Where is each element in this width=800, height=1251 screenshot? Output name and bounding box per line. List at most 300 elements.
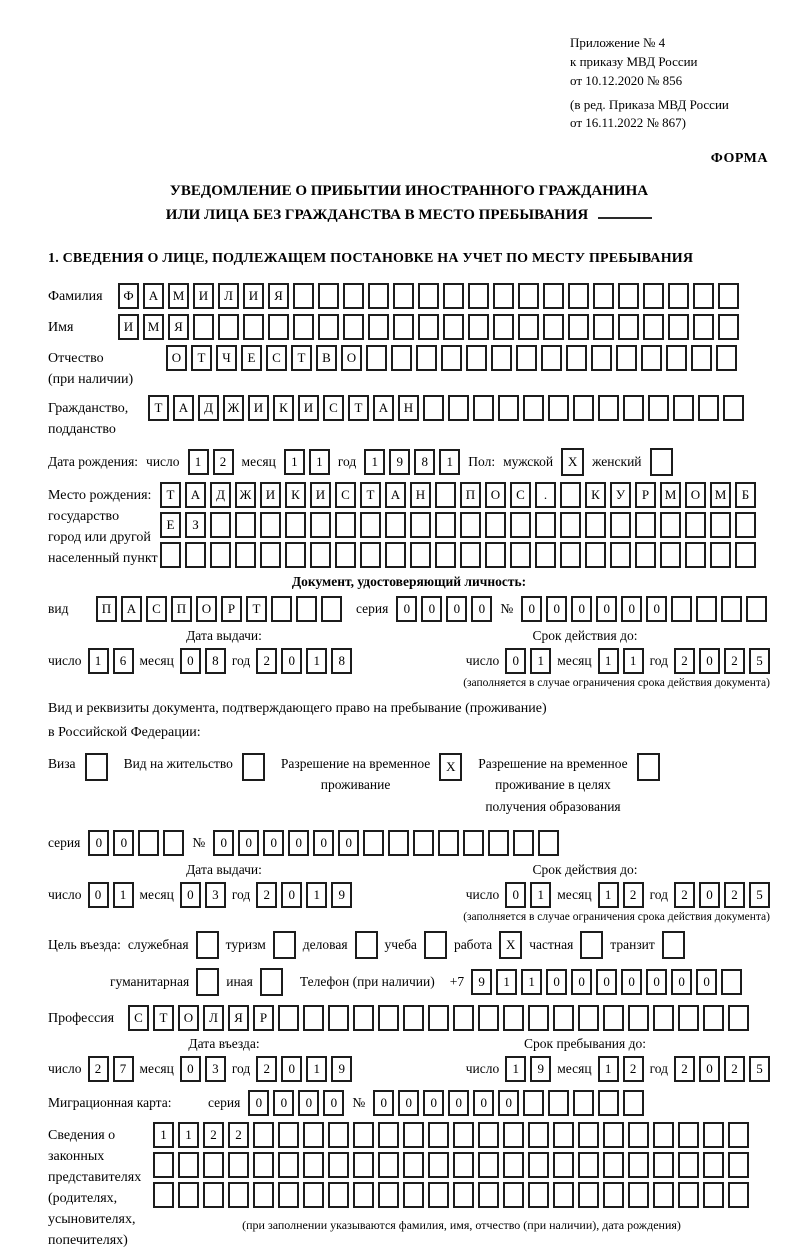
- char-cell[interactable]: [393, 314, 414, 340]
- char-cell[interactable]: [335, 512, 356, 538]
- char-cell[interactable]: Я: [268, 283, 289, 309]
- char-cell[interactable]: И: [193, 283, 214, 309]
- char-cell[interactable]: [278, 1122, 299, 1148]
- char-cell[interactable]: [343, 314, 364, 340]
- char-cell[interactable]: [703, 1152, 724, 1178]
- char-cell[interactable]: И: [248, 395, 269, 421]
- char-cell[interactable]: [453, 1152, 474, 1178]
- char-cell[interactable]: 2: [724, 648, 745, 674]
- char-cell[interactable]: [643, 283, 664, 309]
- char-cell[interactable]: О: [341, 345, 362, 371]
- char-cell[interactable]: [403, 1182, 424, 1208]
- char-cell[interactable]: 0: [313, 830, 334, 856]
- char-cell[interactable]: В: [316, 345, 337, 371]
- char-cell[interactable]: И: [310, 482, 331, 508]
- char-cell[interactable]: [448, 395, 469, 421]
- char-cell[interactable]: 1: [598, 1056, 619, 1082]
- char-cell[interactable]: [548, 395, 569, 421]
- char-cell[interactable]: Р: [253, 1005, 274, 1031]
- char-cell[interactable]: [603, 1122, 624, 1148]
- char-cell[interactable]: [335, 542, 356, 568]
- purpose-business-checkbox[interactable]: [355, 931, 378, 959]
- char-cell[interactable]: П: [171, 596, 192, 622]
- char-cell[interactable]: [610, 512, 631, 538]
- char-cell[interactable]: [210, 542, 231, 568]
- char-cell[interactable]: 6: [113, 648, 134, 674]
- char-cell[interactable]: [553, 1152, 574, 1178]
- char-cell[interactable]: [178, 1182, 199, 1208]
- char-cell[interactable]: [513, 830, 534, 856]
- char-cell[interactable]: 2: [724, 882, 745, 908]
- char-cell[interactable]: [660, 542, 681, 568]
- char-cell[interactable]: [485, 512, 506, 538]
- char-cell[interactable]: [328, 1005, 349, 1031]
- char-cell[interactable]: 0: [88, 830, 109, 856]
- char-cell[interactable]: 0: [571, 596, 592, 622]
- char-cell[interactable]: 0: [696, 969, 717, 995]
- char-cell[interactable]: .: [535, 482, 556, 508]
- char-cell[interactable]: [493, 314, 514, 340]
- char-cell[interactable]: [723, 395, 744, 421]
- char-cell[interactable]: [243, 314, 264, 340]
- char-cell[interactable]: [603, 1152, 624, 1178]
- char-cell[interactable]: О: [685, 482, 706, 508]
- char-cell[interactable]: Т: [191, 345, 212, 371]
- char-cell[interactable]: Т: [291, 345, 312, 371]
- char-cell[interactable]: О: [485, 482, 506, 508]
- char-cell[interactable]: [228, 1182, 249, 1208]
- char-cell[interactable]: Р: [635, 482, 656, 508]
- char-cell[interactable]: [685, 542, 706, 568]
- char-cell[interactable]: [516, 345, 537, 371]
- char-cell[interactable]: [618, 283, 639, 309]
- char-cell[interactable]: 1: [521, 969, 542, 995]
- char-cell[interactable]: [360, 512, 381, 538]
- char-cell[interactable]: [285, 512, 306, 538]
- char-cell[interactable]: [416, 345, 437, 371]
- char-cell[interactable]: 0: [398, 1090, 419, 1116]
- char-cell[interactable]: [403, 1005, 424, 1031]
- char-cell[interactable]: 9: [530, 1056, 551, 1082]
- char-cell[interactable]: [603, 1182, 624, 1208]
- char-cell[interactable]: Л: [203, 1005, 224, 1031]
- char-cell[interactable]: [460, 542, 481, 568]
- char-cell[interactable]: 1: [306, 882, 327, 908]
- char-cell[interactable]: [260, 968, 283, 996]
- char-cell[interactable]: [228, 1152, 249, 1178]
- char-cell[interactable]: 2: [724, 1056, 745, 1082]
- char-cell[interactable]: 1: [88, 648, 109, 674]
- char-cell[interactable]: [310, 542, 331, 568]
- char-cell[interactable]: [673, 395, 694, 421]
- char-cell[interactable]: 0: [571, 969, 592, 995]
- char-cell[interactable]: 0: [281, 1056, 302, 1082]
- char-cell[interactable]: [296, 596, 317, 622]
- char-cell[interactable]: А: [143, 283, 164, 309]
- char-cell[interactable]: [678, 1182, 699, 1208]
- char-cell[interactable]: [163, 830, 184, 856]
- char-cell[interactable]: 1: [505, 1056, 526, 1082]
- char-cell[interactable]: И: [243, 283, 264, 309]
- char-cell[interactable]: Я: [228, 1005, 249, 1031]
- char-cell[interactable]: [728, 1152, 749, 1178]
- char-cell[interactable]: 0: [421, 596, 442, 622]
- char-cell[interactable]: [623, 1090, 644, 1116]
- char-cell[interactable]: [746, 596, 767, 622]
- char-cell[interactable]: К: [285, 482, 306, 508]
- visa-checkbox[interactable]: [85, 753, 108, 781]
- char-cell[interactable]: [585, 512, 606, 538]
- char-cell[interactable]: 1: [284, 449, 305, 475]
- char-cell[interactable]: 0: [671, 969, 692, 995]
- char-cell[interactable]: Н: [410, 482, 431, 508]
- char-cell[interactable]: [453, 1182, 474, 1208]
- char-cell[interactable]: [260, 542, 281, 568]
- char-cell[interactable]: [528, 1182, 549, 1208]
- char-cell[interactable]: [518, 314, 539, 340]
- char-cell[interactable]: [721, 969, 742, 995]
- char-cell[interactable]: 0: [699, 1056, 720, 1082]
- char-cell[interactable]: [580, 931, 603, 959]
- char-cell[interactable]: [328, 1182, 349, 1208]
- char-cell[interactable]: [196, 931, 219, 959]
- char-cell[interactable]: А: [385, 482, 406, 508]
- char-cell[interactable]: [703, 1182, 724, 1208]
- char-cell[interactable]: И: [298, 395, 319, 421]
- char-cell[interactable]: Т: [153, 1005, 174, 1031]
- char-cell[interactable]: [666, 345, 687, 371]
- char-cell[interactable]: X: [439, 753, 462, 781]
- purpose-tourism-checkbox[interactable]: [273, 931, 296, 959]
- char-cell[interactable]: 1: [364, 449, 385, 475]
- char-cell[interactable]: А: [373, 395, 394, 421]
- char-cell[interactable]: 0: [288, 830, 309, 856]
- char-cell[interactable]: [671, 596, 692, 622]
- char-cell[interactable]: О: [178, 1005, 199, 1031]
- char-cell[interactable]: 0: [273, 1090, 294, 1116]
- char-cell[interactable]: [468, 283, 489, 309]
- char-cell[interactable]: [653, 1005, 674, 1031]
- char-cell[interactable]: [428, 1005, 449, 1031]
- char-cell[interactable]: [616, 345, 637, 371]
- char-cell[interactable]: [153, 1182, 174, 1208]
- char-cell[interactable]: [453, 1122, 474, 1148]
- char-cell[interactable]: 1: [178, 1122, 199, 1148]
- char-cell[interactable]: [628, 1152, 649, 1178]
- char-cell[interactable]: 0: [699, 648, 720, 674]
- char-cell[interactable]: 1: [496, 969, 517, 995]
- char-cell[interactable]: 5: [749, 648, 770, 674]
- purpose-work-checkbox[interactable]: [499, 931, 522, 959]
- char-cell[interactable]: [153, 1152, 174, 1178]
- purpose-other-checkbox[interactable]: [260, 968, 283, 996]
- char-cell[interactable]: [473, 395, 494, 421]
- char-cell[interactable]: [510, 542, 531, 568]
- char-cell[interactable]: [413, 830, 434, 856]
- char-cell[interactable]: Е: [241, 345, 262, 371]
- char-cell[interactable]: [242, 753, 265, 781]
- char-cell[interactable]: М: [710, 482, 731, 508]
- temp-residence-edu-checkbox[interactable]: [637, 753, 660, 781]
- char-cell[interactable]: 0: [180, 648, 201, 674]
- char-cell[interactable]: [650, 448, 673, 476]
- char-cell[interactable]: 5: [749, 882, 770, 908]
- char-cell[interactable]: [523, 1090, 544, 1116]
- char-cell[interactable]: [503, 1152, 524, 1178]
- char-cell[interactable]: 1: [623, 648, 644, 674]
- char-cell[interactable]: [548, 1090, 569, 1116]
- char-cell[interactable]: 0: [646, 969, 667, 995]
- char-cell[interactable]: 0: [338, 830, 359, 856]
- char-cell[interactable]: [553, 1005, 574, 1031]
- char-cell[interactable]: 0: [323, 1090, 344, 1116]
- char-cell[interactable]: [618, 314, 639, 340]
- char-cell[interactable]: [635, 542, 656, 568]
- char-cell[interactable]: [378, 1005, 399, 1031]
- char-cell[interactable]: [443, 283, 464, 309]
- char-cell[interactable]: [253, 1182, 274, 1208]
- char-cell[interactable]: 0: [505, 882, 526, 908]
- char-cell[interactable]: [568, 314, 589, 340]
- char-cell[interactable]: [493, 283, 514, 309]
- char-cell[interactable]: [378, 1122, 399, 1148]
- char-cell[interactable]: 0: [180, 882, 201, 908]
- char-cell[interactable]: 9: [331, 1056, 352, 1082]
- char-cell[interactable]: [260, 512, 281, 538]
- char-cell[interactable]: [428, 1152, 449, 1178]
- male-sex-checkbox[interactable]: [561, 448, 584, 476]
- char-cell[interactable]: [628, 1182, 649, 1208]
- char-cell[interactable]: 1: [153, 1122, 174, 1148]
- char-cell[interactable]: 0: [213, 830, 234, 856]
- char-cell[interactable]: [678, 1122, 699, 1148]
- char-cell[interactable]: 0: [423, 1090, 444, 1116]
- char-cell[interactable]: А: [173, 395, 194, 421]
- char-cell[interactable]: 3: [205, 1056, 226, 1082]
- char-cell[interactable]: У: [610, 482, 631, 508]
- char-cell[interactable]: [438, 830, 459, 856]
- char-cell[interactable]: 0: [621, 969, 642, 995]
- char-cell[interactable]: [443, 314, 464, 340]
- char-cell[interactable]: [466, 345, 487, 371]
- char-cell[interactable]: [318, 314, 339, 340]
- char-cell[interactable]: [353, 1182, 374, 1208]
- char-cell[interactable]: [541, 345, 562, 371]
- char-cell[interactable]: 1: [309, 449, 330, 475]
- char-cell[interactable]: С: [266, 345, 287, 371]
- char-cell[interactable]: [253, 1152, 274, 1178]
- char-cell[interactable]: [535, 512, 556, 538]
- char-cell[interactable]: 2: [623, 882, 644, 908]
- char-cell[interactable]: Е: [160, 512, 181, 538]
- char-cell[interactable]: [603, 1005, 624, 1031]
- char-cell[interactable]: З: [185, 512, 206, 538]
- char-cell[interactable]: [193, 314, 214, 340]
- char-cell[interactable]: 9: [331, 882, 352, 908]
- char-cell[interactable]: [303, 1122, 324, 1148]
- char-cell[interactable]: К: [273, 395, 294, 421]
- temp-residence-checkbox[interactable]: [439, 753, 462, 781]
- char-cell[interactable]: [385, 542, 406, 568]
- char-cell[interactable]: [293, 314, 314, 340]
- char-cell[interactable]: И: [118, 314, 139, 340]
- char-cell[interactable]: [278, 1005, 299, 1031]
- char-cell[interactable]: [668, 283, 689, 309]
- char-cell[interactable]: [560, 482, 581, 508]
- char-cell[interactable]: 0: [248, 1090, 269, 1116]
- char-cell[interactable]: [418, 283, 439, 309]
- char-cell[interactable]: 1: [598, 648, 619, 674]
- char-cell[interactable]: [368, 314, 389, 340]
- char-cell[interactable]: К: [585, 482, 606, 508]
- char-cell[interactable]: [478, 1152, 499, 1178]
- char-cell[interactable]: [710, 512, 731, 538]
- char-cell[interactable]: [578, 1122, 599, 1148]
- char-cell[interactable]: [535, 542, 556, 568]
- char-cell[interactable]: [268, 314, 289, 340]
- char-cell[interactable]: [573, 395, 594, 421]
- char-cell[interactable]: [478, 1182, 499, 1208]
- char-cell[interactable]: [360, 542, 381, 568]
- char-cell[interactable]: Д: [198, 395, 219, 421]
- char-cell[interactable]: [328, 1122, 349, 1148]
- char-cell[interactable]: [403, 1152, 424, 1178]
- char-cell[interactable]: [578, 1152, 599, 1178]
- char-cell[interactable]: [85, 753, 108, 781]
- char-cell[interactable]: [538, 830, 559, 856]
- char-cell[interactable]: [578, 1005, 599, 1031]
- char-cell[interactable]: [388, 830, 409, 856]
- char-cell[interactable]: [653, 1182, 674, 1208]
- char-cell[interactable]: [441, 345, 462, 371]
- char-cell[interactable]: 3: [205, 882, 226, 908]
- char-cell[interactable]: П: [96, 596, 117, 622]
- char-cell[interactable]: 9: [471, 969, 492, 995]
- char-cell[interactable]: [428, 1182, 449, 1208]
- char-cell[interactable]: [503, 1122, 524, 1148]
- char-cell[interactable]: [385, 512, 406, 538]
- char-cell[interactable]: 0: [88, 882, 109, 908]
- char-cell[interactable]: [328, 1152, 349, 1178]
- char-cell[interactable]: 1: [530, 882, 551, 908]
- char-cell[interactable]: [703, 1122, 724, 1148]
- char-cell[interactable]: [568, 283, 589, 309]
- purpose-official-checkbox[interactable]: [196, 931, 219, 959]
- char-cell[interactable]: 8: [414, 449, 435, 475]
- char-cell[interactable]: [641, 345, 662, 371]
- char-cell[interactable]: [660, 512, 681, 538]
- char-cell[interactable]: [203, 1152, 224, 1178]
- char-cell[interactable]: [728, 1005, 749, 1031]
- char-cell[interactable]: 8: [205, 648, 226, 674]
- char-cell[interactable]: Р: [221, 596, 242, 622]
- char-cell[interactable]: [735, 542, 756, 568]
- char-cell[interactable]: [424, 931, 447, 959]
- char-cell[interactable]: 0: [546, 969, 567, 995]
- char-cell[interactable]: 0: [596, 596, 617, 622]
- char-cell[interactable]: 0: [471, 596, 492, 622]
- char-cell[interactable]: И: [260, 482, 281, 508]
- purpose-private-checkbox[interactable]: [580, 931, 603, 959]
- purpose-humanitarian-checkbox[interactable]: [196, 968, 219, 996]
- char-cell[interactable]: 2: [674, 1056, 695, 1082]
- char-cell[interactable]: Т: [148, 395, 169, 421]
- char-cell[interactable]: 1: [439, 449, 460, 475]
- char-cell[interactable]: 0: [546, 596, 567, 622]
- char-cell[interactable]: 1: [188, 449, 209, 475]
- char-cell[interactable]: [637, 753, 660, 781]
- char-cell[interactable]: X: [561, 448, 584, 476]
- char-cell[interactable]: 0: [505, 648, 526, 674]
- char-cell[interactable]: [378, 1182, 399, 1208]
- female-sex-checkbox[interactable]: [650, 448, 673, 476]
- char-cell[interactable]: 2: [256, 648, 277, 674]
- char-cell[interactable]: [303, 1152, 324, 1178]
- char-cell[interactable]: 2: [623, 1056, 644, 1082]
- char-cell[interactable]: [691, 345, 712, 371]
- char-cell[interactable]: 0: [263, 830, 284, 856]
- char-cell[interactable]: [698, 395, 719, 421]
- char-cell[interactable]: М: [143, 314, 164, 340]
- char-cell[interactable]: 2: [213, 449, 234, 475]
- char-cell[interactable]: [418, 314, 439, 340]
- char-cell[interactable]: 2: [256, 882, 277, 908]
- char-cell[interactable]: [138, 830, 159, 856]
- char-cell[interactable]: [353, 1005, 374, 1031]
- char-cell[interactable]: [273, 931, 296, 959]
- purpose-study-checkbox[interactable]: [424, 931, 447, 959]
- char-cell[interactable]: [623, 395, 644, 421]
- char-cell[interactable]: [635, 512, 656, 538]
- char-cell[interactable]: 0: [621, 596, 642, 622]
- char-cell[interactable]: Ч: [216, 345, 237, 371]
- char-cell[interactable]: Т: [246, 596, 267, 622]
- char-cell[interactable]: Л: [218, 283, 239, 309]
- char-cell[interactable]: 0: [498, 1090, 519, 1116]
- char-cell[interactable]: 0: [699, 882, 720, 908]
- char-cell[interactable]: [353, 1122, 374, 1148]
- char-cell[interactable]: 0: [238, 830, 259, 856]
- char-cell[interactable]: Ф: [118, 283, 139, 309]
- char-cell[interactable]: [303, 1182, 324, 1208]
- char-cell[interactable]: [343, 283, 364, 309]
- char-cell[interactable]: [718, 283, 739, 309]
- char-cell[interactable]: 1: [306, 648, 327, 674]
- char-cell[interactable]: [728, 1122, 749, 1148]
- char-cell[interactable]: Т: [360, 482, 381, 508]
- char-cell[interactable]: [610, 542, 631, 568]
- char-cell[interactable]: 0: [521, 596, 542, 622]
- char-cell[interactable]: [435, 512, 456, 538]
- char-cell[interactable]: [435, 542, 456, 568]
- char-cell[interactable]: 2: [674, 648, 695, 674]
- char-cell[interactable]: [528, 1152, 549, 1178]
- char-cell[interactable]: [553, 1182, 574, 1208]
- char-cell[interactable]: [235, 512, 256, 538]
- char-cell[interactable]: [410, 542, 431, 568]
- char-cell[interactable]: О: [166, 345, 187, 371]
- char-cell[interactable]: [271, 596, 292, 622]
- char-cell[interactable]: 9: [389, 449, 410, 475]
- char-cell[interactable]: 8: [331, 648, 352, 674]
- char-cell[interactable]: [510, 512, 531, 538]
- char-cell[interactable]: О: [196, 596, 217, 622]
- char-cell[interactable]: [528, 1122, 549, 1148]
- char-cell[interactable]: [410, 512, 431, 538]
- char-cell[interactable]: [353, 1152, 374, 1178]
- char-cell[interactable]: 2: [674, 882, 695, 908]
- char-cell[interactable]: П: [460, 482, 481, 508]
